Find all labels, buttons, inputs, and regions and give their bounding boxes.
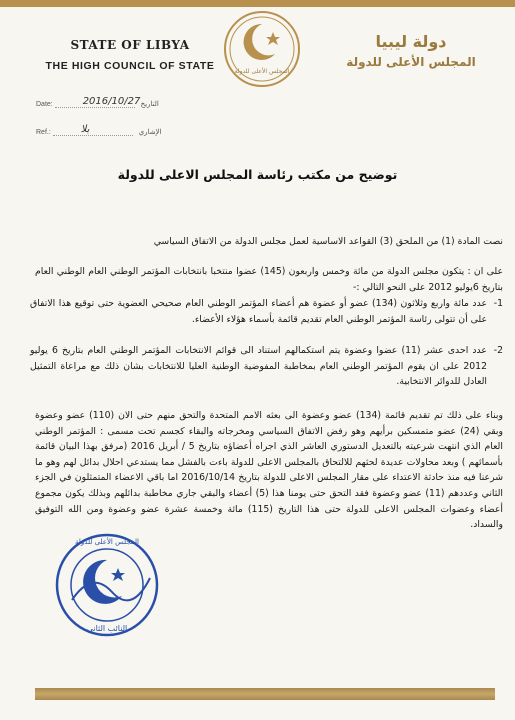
list-item-number: 1-: [493, 298, 503, 309]
document-title: توضيح من مكتب رئاسة المجلس الاعلى للدولة: [117, 167, 398, 182]
date-field: [55, 96, 141, 108]
list-item: [30, 343, 503, 390]
ref-field: [53, 124, 133, 136]
arabic-state-name: دولة ليبيا: [375, 32, 447, 51]
ref-label: Ref.:: [36, 129, 51, 136]
top-border: [0, 0, 515, 7]
svg-text:المجلس الأعلى للدولة: المجلس الأعلى للدولة: [234, 68, 290, 75]
letterhead: [0, 10, 515, 106]
date-label-arabic: التاريخ: [140, 101, 159, 108]
ref-label-arabic: الإشاري: [138, 129, 162, 136]
date-label: Date:: [36, 101, 53, 108]
list-item: [30, 296, 503, 327]
bottom-border: [35, 688, 495, 700]
date-line: [36, 96, 159, 108]
council-emblem-icon: [223, 10, 301, 88]
ref-value: بلا: [80, 124, 90, 135]
list-item-text: عدد احدى عشر (11) عضوا وعضوة يتم استكمالهم استناد الى قوائم الانتخابات المؤتمر الوطني العام بتاريخ 6 يوليو 2012 على ان يقوم المؤتمر الوطني العام بمخاطبة المفوضية الوطنية العليا للانتخابات بشان ذلك مع مراعاة التمثيل العادل للدوائر الانتخابية.: [30, 345, 487, 388]
svg-text:النائب الثاني: النائب الثاني: [86, 624, 128, 633]
official-stamp-icon: [52, 530, 162, 640]
paragraph-statement: وبناء على ذلك تم تقديم قائمة (134) عضو وعضوة الى بعثه الامم المتحدة والتحق منهم حتى الان (110) عضو وعضوة وبقي (24) عضو متمسكين برأيهم وهو رفض الاتفاق السياسي ومخرجاته والبقاء كجسم تحت مسمى : المؤتمر الوطني العام الذي انتهت شرعيته بالتعديل الدستوري العاشر الذي اجراه أعضاؤه بتاريخ 5 / أبريل 2016 (مرفق بهذا البيان قائمة بأسمائهم ) وبعد محاولات عديدة لحثهم للالتحاق بالمجلس الاعلى للدولة باءت بالفشل مما يستدعي احلال بدائل لهم وهو ما شرعنا فيه منذ حادثة الاعتداء على مقار المجلس الاعلى للدولة بتاريخ 2016/10/14 اما باقي الاعضاء المتمثلون في الجزء الثاني وعددهم (11) عضو وعضوة فقد التحق حتى يومنا هذا (5) أعضاء والبقي جاري مخاطبة بدائلهم وبذلك يكون مجموع أعضاء وعضوات المجلس الاعلى للدولة حتى هذا التاريخ (115) مائة وخمسة عشرة عضو وعضوة ومن الله التوفيق والسداد.: [35, 410, 503, 531]
svg-text:المجلس الأعلى للدولة: المجلس الأعلى للدولة: [75, 538, 139, 546]
arabic-council-name: المجلس الأعلى للدولة: [346, 55, 476, 69]
date-value: 2016/10/27: [82, 96, 141, 107]
english-state-name: STATE OF LIBYA: [70, 38, 190, 52]
letterhead-arabic: [331, 32, 491, 69]
paragraph-composition: على ان : يتكون مجلس الدولة من مائة وخمس واربعون (145) عضوا منتخبا بانتخابات المؤتمر الوطني العام الوطني العام بتاريخ 6يوليو 2012 على النحو التالي :-: [35, 266, 503, 293]
reference-line: [36, 124, 162, 136]
list-item-number: 2-: [493, 345, 503, 356]
list-item-text: عدد مائة واربع وثلاثون (134) عضو أو عضوة هم أعضاء المؤتمر الوطني العام صحيحي العضوية حتى توقيع هذا الاتفاق على أن تتولى رئاسة المؤتمر الوطني العام تقديم قائمة بأسماء هؤلاء الأعضاء.: [30, 298, 487, 325]
paragraph-article-reference: نصت المادة (1) من الملحق (3) القواعد الاساسية لعمل مجلس الدولة من الاتفاق السياسي: [153, 236, 503, 247]
english-council-name: THE HIGH COUNCIL OF STATE: [45, 60, 215, 72]
letterhead-english: [40, 38, 220, 72]
